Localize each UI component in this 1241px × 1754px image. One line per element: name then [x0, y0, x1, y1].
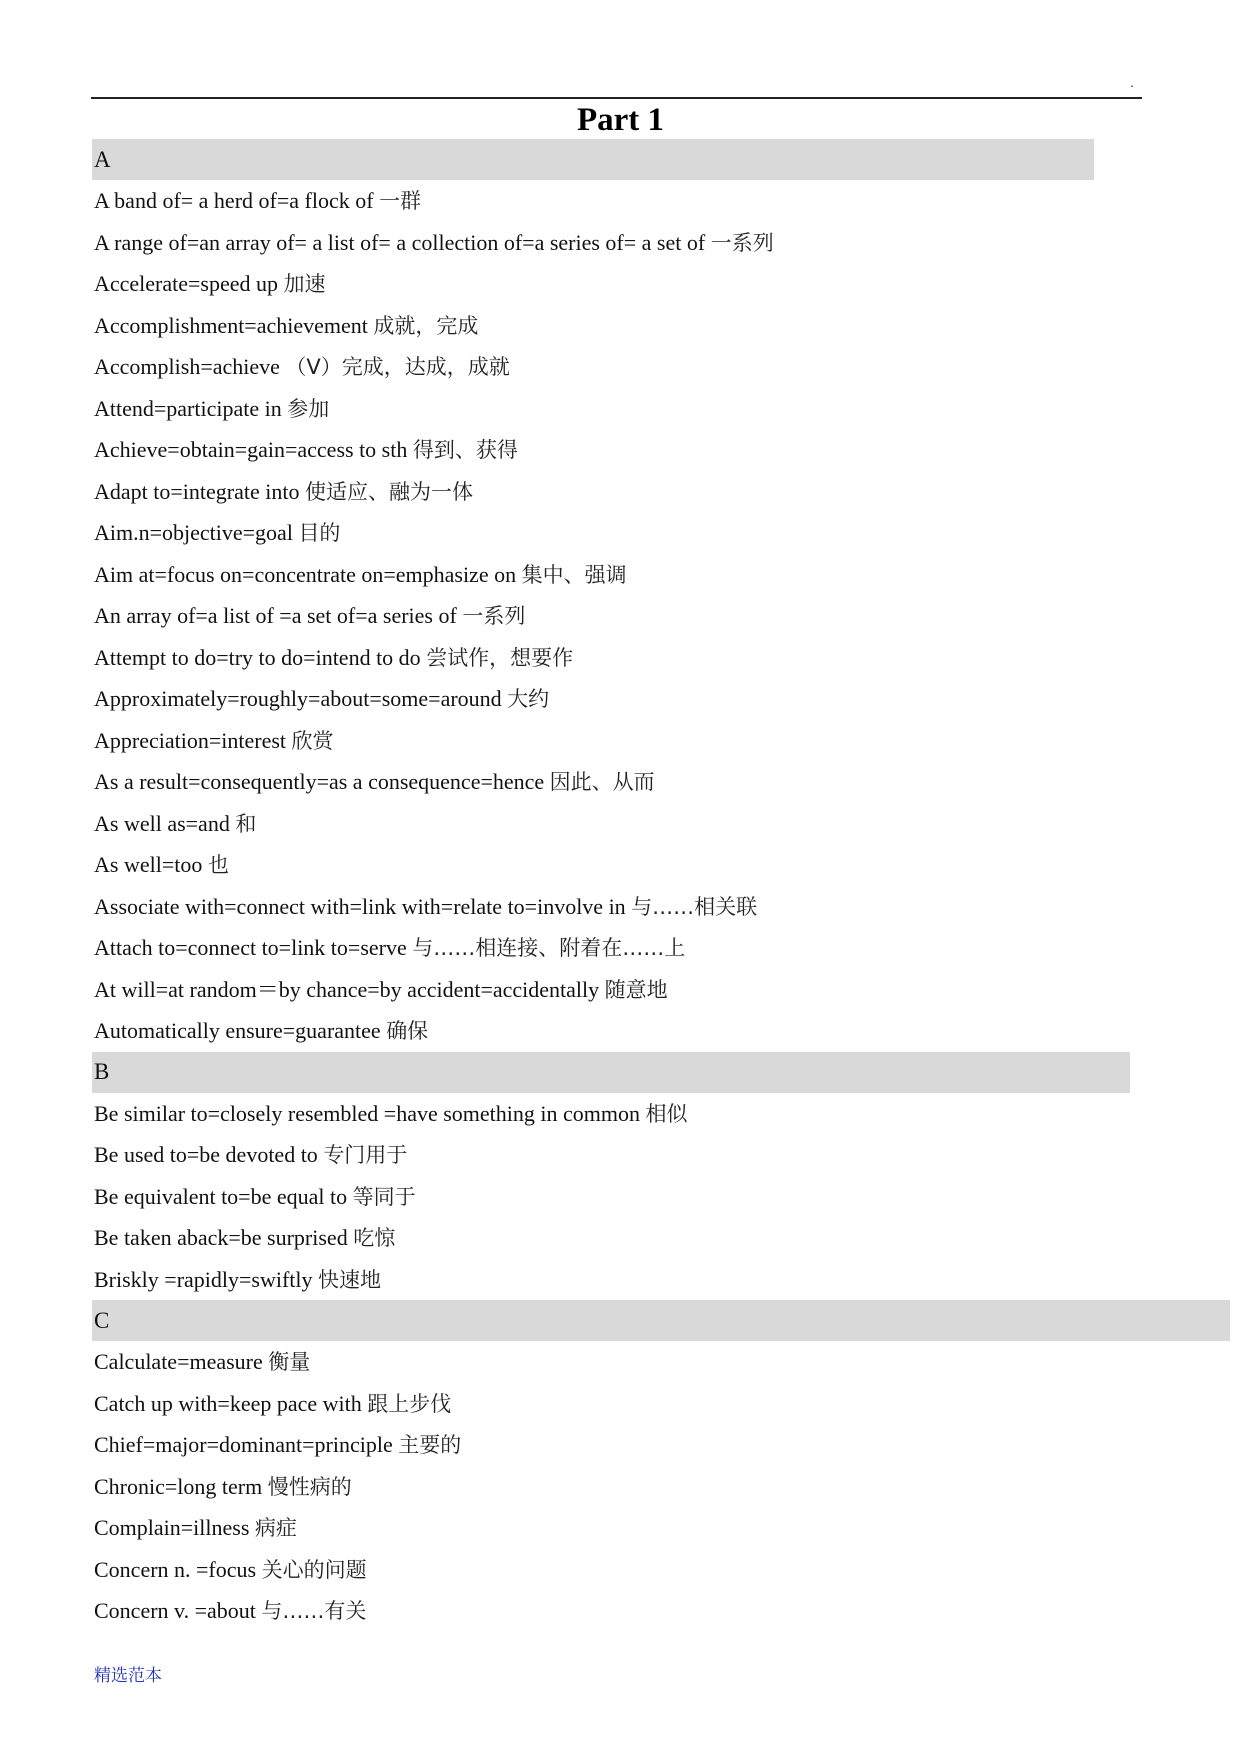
entry-chinese: 集中、强调 [521, 562, 627, 587]
entry-row [92, 1259, 1241, 1301]
entry-english: Complain=illness [94, 1515, 255, 1540]
entry-english: Concern v. =about [94, 1598, 262, 1623]
entry-row [92, 346, 1241, 388]
entry-chinese: 大约 [507, 687, 550, 711]
entry-english: As well as=and [94, 810, 236, 836]
entry-english: Approximately=roughly=about=some=around [94, 686, 508, 711]
entry-row [92, 720, 1241, 762]
entry-row [92, 1134, 1241, 1176]
entry-chinese: 参加 [287, 396, 330, 421]
entry-chinese: 一群 [379, 189, 422, 213]
entry-chinese: 因此、从而 [549, 770, 655, 794]
entry-chinese: 与……相连接、附着在……上 [412, 936, 686, 960]
entry-row [92, 1549, 1241, 1591]
entry-chinese: 吃惊 [353, 1226, 396, 1250]
entry-english: Accomplishment=achievement [94, 312, 374, 338]
entry-english: Attempt to do=try to do=intend to do [94, 644, 427, 670]
section-heading-a: A [92, 139, 1094, 180]
entry-english: As a result=consequently=as a consequence=hence [94, 769, 550, 794]
entry-row [92, 180, 1241, 222]
entry-row [92, 1383, 1241, 1425]
entry-english: Be equivalent to=be equal to [94, 1183, 353, 1209]
entry-chinese: 确保 [386, 1019, 429, 1043]
entry-chinese: 相似 [645, 1101, 688, 1126]
entry-chinese: 病症 [254, 1516, 297, 1540]
entry-chinese: 成就，完成 [373, 313, 479, 338]
entry-row [92, 886, 1241, 928]
footer-watermark: 精选范本 [94, 1666, 162, 1686]
entry-chinese: 尝试作，想要作 [426, 645, 574, 670]
vocabulary-list [92, 139, 1241, 1632]
section-a [92, 139, 1241, 1052]
entry-english: Achieve=obtain=gain=access to sth [94, 437, 413, 462]
header-rule [91, 97, 1142, 99]
page-title: Part 1 [576, 102, 665, 138]
entry-english: At will=at random＝by chance=by accident=accidentally [94, 976, 605, 1002]
section-b [92, 1052, 1241, 1301]
entry-chinese: 跟上步伐 [367, 1391, 452, 1416]
entry-chinese: 一系列 [710, 230, 774, 255]
entry-row [92, 595, 1241, 637]
section-c [92, 1300, 1241, 1632]
entry-english: Accomplish=achieve [94, 354, 286, 379]
entry-english: Catch up with=keep pace with [94, 1390, 368, 1416]
entry-row [92, 263, 1241, 305]
entry-english: Aim at=focus on=concentrate on=emphasize on [94, 561, 522, 587]
entry-row [92, 222, 1241, 264]
entry-english: Concern n. =focus [94, 1556, 262, 1582]
entry-row [92, 1424, 1241, 1466]
entry-row [92, 1507, 1241, 1549]
section-heading-b: B [92, 1052, 1130, 1093]
entry-english: Attach to=connect to=link to=serve [94, 935, 413, 960]
entry-row [92, 305, 1241, 347]
entry-row [92, 1466, 1241, 1508]
entry-row [92, 1341, 1241, 1383]
entry-chinese: 一系列 [462, 604, 526, 628]
entry-row [92, 1176, 1241, 1218]
entry-chinese: 关心的问题 [261, 1557, 367, 1582]
entry-chinese: 慢性病的 [267, 1474, 352, 1499]
entry-chinese: 也 [207, 853, 229, 877]
entry-chinese: 使适应、融为一体 [304, 479, 473, 504]
entry-row [92, 761, 1241, 803]
section-heading-c: C [92, 1300, 1230, 1341]
entry-english: Be used to=be devoted to [94, 1142, 324, 1167]
entry-english: Be taken aback=be surprised [94, 1225, 354, 1250]
entry-english: Automatically ensure=guarantee [94, 1018, 387, 1043]
entry-english: Accelerate=speed up [94, 271, 284, 296]
entry-chinese: 主要的 [398, 1433, 462, 1457]
entry-english: A band of= a herd of=a flock of [94, 188, 380, 213]
entry-chinese: 得到、获得 [412, 438, 518, 462]
entry-chinese: 和 [235, 811, 257, 836]
entry-chinese: 欣赏 [291, 728, 334, 753]
header-dot: . [1130, 74, 1134, 90]
entry-chinese: 专门用于 [323, 1143, 408, 1167]
entry-row [92, 388, 1241, 430]
entry-chinese: 快速地 [318, 1267, 382, 1292]
entry-row [92, 1590, 1241, 1632]
entry-row [92, 429, 1241, 471]
entry-english: Adapt to=integrate into [94, 478, 305, 504]
entry-english: Attend=participate in [94, 395, 288, 421]
entry-chinese: 等同于 [352, 1184, 416, 1209]
entry-english: An array of=a list of =a set of=a series of [94, 603, 463, 628]
entry-chinese: 衡量 [268, 1350, 311, 1374]
entry-english: Chronic=long term [94, 1473, 268, 1499]
entry-english: Associate with=connect with=link with=relate to=involve in [94, 893, 632, 919]
entry-row [92, 1217, 1241, 1259]
entry-row [92, 471, 1241, 513]
entry-chinese: 随意地 [604, 977, 668, 1002]
entry-row [92, 844, 1241, 886]
entry-row [92, 1093, 1241, 1135]
entry-row [92, 554, 1241, 596]
entry-row [92, 512, 1241, 554]
entry-english: As well=too [94, 852, 208, 877]
entry-english: Appreciation=interest [94, 727, 292, 753]
entry-english: A range of=an array of= a list of= a collection of=a series of= a set of [94, 229, 711, 255]
entry-chinese: 与……相关联 [631, 894, 758, 919]
entry-english: Chief=major=dominant=principle [94, 1432, 399, 1457]
entry-row [92, 927, 1241, 969]
entry-chinese: 与……有关 [261, 1599, 367, 1623]
entry-chinese: （V）完成，达成，成就 [285, 355, 510, 379]
entry-row [92, 678, 1241, 720]
entry-row [92, 969, 1241, 1011]
entry-row [92, 637, 1241, 679]
entry-chinese: 目的 [298, 521, 341, 545]
entry-english: Be similar to=closely resembled =have something in common [94, 1100, 646, 1126]
entry-chinese: 加速 [283, 272, 326, 296]
entry-row [92, 1010, 1241, 1052]
entry-english: Briskly =rapidly=swiftly [94, 1266, 319, 1292]
entry-row [92, 803, 1241, 845]
entry-english: Aim.n=objective=goal [94, 520, 299, 545]
entry-english: Calculate=measure [94, 1349, 269, 1374]
